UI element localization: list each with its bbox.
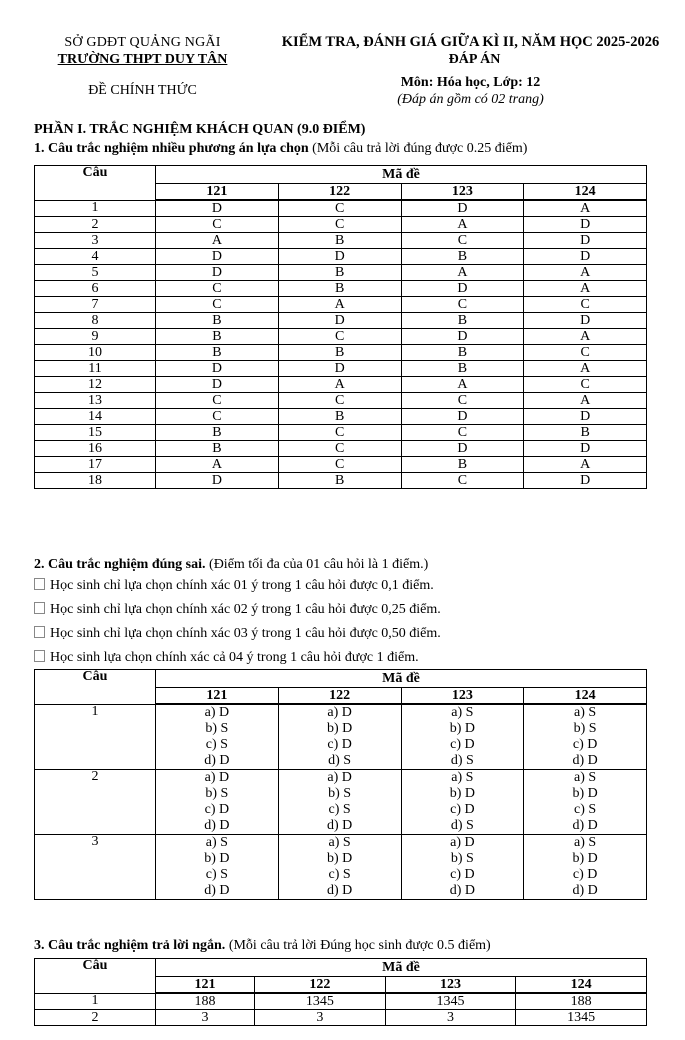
table-row — [35, 265, 647, 281]
answer-cell: B — [401, 457, 524, 473]
question-number: 10 — [35, 345, 156, 361]
sub-answer: d) D — [572, 883, 598, 898]
page-count-note: (Đáp án gồm có 02 trang) — [397, 92, 544, 107]
school-block — [30, 34, 255, 99]
table-row — [35, 457, 647, 473]
table-row — [35, 233, 647, 249]
table-row — [35, 329, 647, 345]
answer-cell: B — [278, 409, 401, 425]
answer-cell: 3 — [385, 1010, 516, 1026]
answer-cell: B — [401, 345, 524, 361]
answer-cell: B — [278, 233, 401, 249]
answer-cell: C — [401, 473, 524, 489]
sub-answer: b) D — [326, 721, 353, 736]
sub-answer: d) S — [450, 818, 474, 833]
answer-cell: D — [401, 441, 524, 457]
question-number: 8 — [35, 313, 156, 329]
answer-cell: A — [278, 297, 401, 313]
answer-cell: C — [401, 233, 524, 249]
sub-answer: c) D — [204, 802, 230, 817]
answer-cell: C — [156, 409, 279, 425]
answer-cell: C — [524, 297, 647, 313]
sub-answer: b) S — [450, 851, 474, 866]
short-answer-table — [34, 958, 647, 1026]
header-ma-de: Mã đề — [156, 670, 647, 688]
answer-cell: A — [401, 217, 524, 233]
question-number: 9 — [35, 329, 156, 345]
sub-answer: a) D — [327, 705, 352, 720]
question-number: 1 — [35, 993, 156, 1010]
answer-cell: B — [278, 281, 401, 297]
question-number: 18 — [35, 473, 156, 489]
table-row — [35, 409, 647, 425]
answer-cell — [156, 770, 279, 835]
answer-cell: B — [278, 345, 401, 361]
answer-cell — [401, 770, 524, 835]
table-row — [35, 297, 647, 313]
answer-cell: C — [156, 217, 279, 233]
sub-answer: a) S — [451, 705, 474, 720]
answer-cell: C — [401, 393, 524, 409]
sub-answer: a) S — [574, 835, 597, 850]
answer-cell: A — [524, 329, 647, 345]
answer-cell: 3 — [156, 1010, 255, 1026]
answer-cell: C — [278, 217, 401, 233]
header-code: 122 — [278, 184, 401, 201]
scoring-notes — [34, 577, 441, 673]
question-number: 6 — [35, 281, 156, 297]
sub-answer: c) S — [328, 802, 351, 817]
school-name: TRƯỜNG THPT DUY TÂN — [57, 52, 228, 67]
question-number: 3 — [35, 835, 156, 900]
answer-cell: B — [401, 313, 524, 329]
sub-answer: d) D — [204, 883, 230, 898]
header-code: 122 — [278, 688, 401, 705]
sub-answer: c) D — [450, 867, 475, 882]
header-cau: Câu — [35, 959, 156, 994]
question-number: 3 — [35, 233, 156, 249]
sub-answer: d) D — [204, 818, 230, 833]
answer-cell: D — [156, 361, 279, 377]
sub-answer: b) S — [573, 721, 597, 736]
section3-heading — [34, 938, 491, 954]
answer-cell: B — [401, 361, 524, 377]
table-row — [35, 217, 647, 233]
sub-answer: c) D — [450, 802, 475, 817]
section1-scoring: (Mỗi câu trả lời đúng được 0.25 điểm) — [308, 141, 528, 156]
sub-answer: c) D — [572, 737, 598, 752]
official-label: ĐỀ CHÍNH THỨC — [88, 83, 197, 98]
answer-cell: B — [156, 345, 279, 361]
sub-answer: b) D — [449, 721, 476, 736]
sub-answer: d) D — [572, 753, 598, 768]
answer-cell: B — [524, 425, 647, 441]
question-number: 12 — [35, 377, 156, 393]
table-row — [35, 393, 647, 409]
department-name: SỞ GDĐT QUẢNG NGÃI — [64, 35, 221, 50]
question-number: 1 — [35, 200, 156, 217]
document-header — [0, 34, 685, 114]
table-row — [35, 313, 647, 329]
answer-cell: C — [401, 425, 524, 441]
note-item: Học sinh chỉ lựa chọn chính xác 02 ý trong 1 câu hỏi được 0,25 điểm. — [34, 601, 441, 625]
table-row — [35, 377, 647, 393]
question-number: 2 — [35, 1010, 156, 1026]
table-row — [35, 835, 647, 900]
answer-cell: C — [156, 393, 279, 409]
sub-answer: b) D — [204, 851, 230, 866]
answer-cell: A — [524, 200, 647, 217]
sub-answer: c) D — [327, 737, 352, 752]
bullet-box-icon — [34, 626, 45, 638]
answer-cell: D — [524, 249, 647, 265]
sub-answer: a) D — [450, 835, 475, 850]
answer-cell: B — [278, 265, 401, 281]
header-code: 123 — [401, 688, 524, 705]
header-ma-de: Mã đề — [156, 959, 647, 977]
header-code: 121 — [156, 688, 279, 705]
answer-cell: A — [278, 377, 401, 393]
table-row — [35, 361, 647, 377]
sub-answer: d) D — [204, 753, 230, 768]
answer-cell: A — [524, 265, 647, 281]
table-row — [35, 704, 647, 770]
sub-answer: d) S — [450, 753, 474, 768]
sub-answer: a) S — [574, 770, 597, 785]
answer-cell: D — [401, 409, 524, 425]
table-row — [35, 200, 647, 217]
answer-cell: C — [278, 457, 401, 473]
multiple-choice-table — [34, 165, 647, 489]
table-row — [35, 473, 647, 489]
part1-title: PHẦN I. TRẮC NGHIỆM KHÁCH QUAN (9.0 ĐIỂM) — [34, 122, 366, 137]
bullet-box-icon — [34, 578, 45, 590]
header-code: 124 — [524, 184, 647, 201]
header-ma-de: Mã đề — [156, 166, 647, 184]
section2-scoring: (Điểm tối đa của 01 câu hỏi là 1 điểm.) — [205, 557, 429, 572]
section3-scoring: (Mỗi câu trả lời Đúng học sinh được 0.5 điểm) — [225, 938, 491, 953]
answer-cell: A — [524, 361, 647, 377]
sub-answer: b) D — [449, 786, 476, 801]
table-row — [35, 993, 647, 1010]
sub-answer: b) S — [328, 786, 352, 801]
sub-answer: c) D — [450, 737, 475, 752]
header-code: 123 — [385, 977, 516, 994]
answer-cell: D — [401, 329, 524, 345]
question-number: 5 — [35, 265, 156, 281]
answer-cell: 1345 — [255, 993, 386, 1010]
answer-cell — [401, 704, 524, 770]
answer-cell: A — [401, 377, 524, 393]
sub-answer: a) D — [204, 705, 230, 720]
answer-cell — [156, 704, 279, 770]
sub-answer: d) D — [449, 883, 476, 898]
answer-cell: D — [524, 473, 647, 489]
header-cau: Câu — [35, 670, 156, 705]
answer-cell: D — [524, 409, 647, 425]
answer-cell: B — [156, 425, 279, 441]
sub-answer: a) S — [574, 705, 597, 720]
answer-cell — [278, 835, 401, 900]
note-item: Học sinh lựa chọn chính xác cả 04 ý trong 1 câu hỏi được 1 điểm. — [34, 649, 441, 673]
bullet-box-icon — [34, 602, 45, 614]
sub-answer: b) D — [572, 851, 598, 866]
answer-cell: D — [156, 265, 279, 281]
answer-cell — [278, 770, 401, 835]
answer-cell: D — [156, 377, 279, 393]
answer-cell: B — [278, 473, 401, 489]
exam-title: KIỂM TRA, ĐÁNH GIÁ GIỮA KÌ II, NĂM HỌC 2025-2026 — [281, 34, 660, 50]
question-number: 16 — [35, 441, 156, 457]
sub-answer: b) S — [205, 721, 229, 736]
sub-answer: a) D — [327, 770, 352, 785]
sub-answer: d) D — [572, 818, 598, 833]
answer-cell: D — [524, 313, 647, 329]
sub-answer: c) S — [328, 867, 351, 882]
answer-cell: C — [156, 297, 279, 313]
sub-answer: c) D — [572, 867, 598, 882]
header-code: 124 — [516, 977, 647, 994]
sub-answer: b) D — [572, 786, 598, 801]
answer-cell — [156, 835, 279, 900]
answer-cell: A — [524, 457, 647, 473]
answer-cell: D — [524, 217, 647, 233]
true-false-table — [34, 669, 647, 900]
answer-cell: C — [278, 200, 401, 217]
question-number: 2 — [35, 217, 156, 233]
sub-answer: a) D — [204, 770, 230, 785]
bullet-box-icon — [34, 650, 45, 662]
answer-cell: C — [524, 377, 647, 393]
answer-cell: B — [156, 313, 279, 329]
header-code: 121 — [156, 184, 279, 201]
answer-cell: A — [156, 457, 279, 473]
answer-cell: D — [278, 361, 401, 377]
answer-cell: C — [156, 281, 279, 297]
subject-grade: Môn: Hóa học, Lớp: 12 — [400, 75, 541, 90]
answer-cell: 188 — [516, 993, 647, 1010]
header-code: 123 — [401, 184, 524, 201]
sub-answer: c) S — [205, 867, 228, 882]
section2-title: 2. Câu trắc nghiệm đúng sai. — [34, 557, 206, 572]
note-item: Học sinh chỉ lựa chọn chính xác 01 ý trong 1 câu hỏi được 0,1 điểm. — [34, 577, 441, 601]
answer-cell: A — [401, 265, 524, 281]
table-row — [35, 1010, 647, 1026]
table-row — [35, 249, 647, 265]
table-row — [35, 441, 647, 457]
answer-cell — [524, 704, 647, 770]
answer-cell: 188 — [156, 993, 255, 1010]
sub-answer: d) D — [326, 818, 353, 833]
answer-cell: D — [156, 249, 279, 265]
table-row — [35, 770, 647, 835]
table-row — [35, 281, 647, 297]
answer-cell: C — [278, 425, 401, 441]
answer-cell: D — [401, 200, 524, 217]
answer-cell: 1345 — [516, 1010, 647, 1026]
sub-answer: a) S — [328, 835, 351, 850]
answer-cell: C — [524, 345, 647, 361]
exam-block — [258, 34, 683, 108]
question-number: 4 — [35, 249, 156, 265]
sub-answer: d) D — [326, 883, 353, 898]
header-code: 124 — [524, 688, 647, 705]
answer-cell: 1345 — [385, 993, 516, 1010]
sub-answer: c) S — [574, 802, 597, 817]
sub-answer: c) S — [205, 737, 228, 752]
answer-cell — [524, 770, 647, 835]
answer-cell: B — [156, 329, 279, 345]
sub-answer: a) S — [451, 770, 474, 785]
header-cau: Câu — [35, 166, 156, 201]
answer-cell: D — [524, 441, 647, 457]
answer-cell: D — [524, 233, 647, 249]
header-code: 122 — [255, 977, 386, 994]
header-code: 121 — [156, 977, 255, 994]
answer-cell — [401, 835, 524, 900]
sub-answer: b) D — [326, 851, 353, 866]
answer-cell: D — [156, 200, 279, 217]
question-number: 17 — [35, 457, 156, 473]
answer-cell: C — [278, 441, 401, 457]
question-number: 14 — [35, 409, 156, 425]
answer-cell: B — [156, 441, 279, 457]
question-number: 1 — [35, 704, 156, 770]
question-number: 15 — [35, 425, 156, 441]
answer-cell: D — [401, 281, 524, 297]
answer-cell: A — [524, 281, 647, 297]
table-row — [35, 345, 647, 361]
answer-cell: B — [401, 249, 524, 265]
question-number: 11 — [35, 361, 156, 377]
answer-cell: D — [278, 249, 401, 265]
answer-cell — [524, 835, 647, 900]
answer-cell: A — [524, 393, 647, 409]
answer-cell: A — [156, 233, 279, 249]
answer-cell: C — [278, 393, 401, 409]
answer-cell: 3 — [255, 1010, 386, 1026]
sub-answer: b) S — [205, 786, 229, 801]
answer-cell: C — [401, 297, 524, 313]
section1-title: 1. Câu trắc nghiệm nhiều phương án lựa chọn — [34, 141, 309, 156]
answer-cell: D — [278, 313, 401, 329]
sub-answer: d) S — [328, 753, 352, 768]
sub-answer: a) S — [205, 835, 228, 850]
answer-cell: D — [156, 473, 279, 489]
answer-key-label: ĐÁP ÁN — [448, 52, 501, 67]
note-item: Học sinh chỉ lựa chọn chính xác 03 ý trong 1 câu hỏi được 0,50 điểm. — [34, 625, 441, 649]
question-number: 13 — [35, 393, 156, 409]
question-number: 7 — [35, 297, 156, 313]
section1-heading — [34, 141, 527, 157]
answer-cell: C — [278, 329, 401, 345]
question-number: 2 — [35, 770, 156, 835]
table-row — [35, 425, 647, 441]
answer-cell — [278, 704, 401, 770]
section2-heading — [34, 557, 428, 573]
section3-title: 3. Câu trắc nghiệm trả lời ngắn. — [34, 938, 226, 953]
